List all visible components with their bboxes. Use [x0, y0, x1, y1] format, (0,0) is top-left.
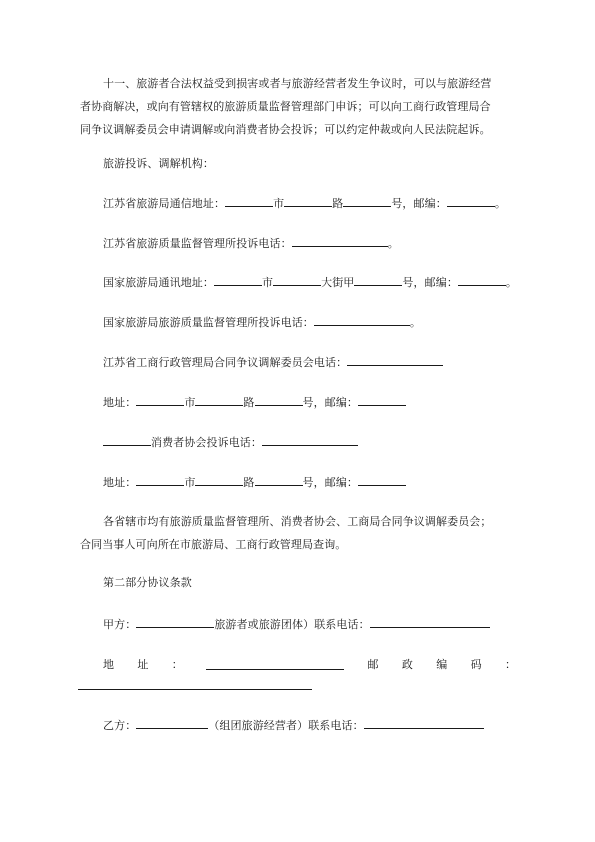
road-blank[interactable] — [195, 476, 243, 486]
phone-blank[interactable] — [292, 237, 388, 247]
paragraph-11-line-1: 十一、旅游者合法权益受到损害或者与旅游经营者发生争议时，可以与旅游经营 — [103, 77, 492, 90]
national-quality-phone-line — [103, 316, 421, 328]
postcode-char-4: 码 — [470, 658, 482, 671]
number-postcode-label: 号，邮编： — [302, 476, 359, 489]
address-label: 地址： — [103, 476, 137, 489]
address-blank[interactable] — [206, 660, 344, 670]
end-mark: 。 — [387, 237, 399, 250]
address-postcode-row — [103, 658, 516, 670]
paragraph-11-line-2: 者协商解决，或向有管辖权的旅游质量监督管理部门申诉；可以向工商行政管理局合 — [80, 100, 491, 113]
address-char-2: 址 — [137, 658, 149, 671]
number-postcode-label: 号，邮编： — [402, 276, 458, 289]
city-label: 市 — [184, 476, 196, 489]
postcode-colon: ： — [505, 658, 516, 671]
postcode-char-2: 政 — [401, 658, 413, 671]
national-quality-phone-label: 国家旅游局旅游质量监督管理所投诉电话： — [103, 316, 314, 329]
street-label: 大街甲 — [321, 276, 355, 289]
city-label: 市 — [184, 396, 196, 409]
address-char-1: 地 — [103, 658, 114, 671]
party-b-label: 乙方： — [103, 719, 137, 732]
postcode-blank[interactable] — [358, 476, 406, 486]
consumer-association-line — [103, 436, 358, 448]
part-2-heading: 第二部分协议条款 — [103, 576, 192, 589]
end-mark: 。 — [494, 197, 506, 210]
city-blank[interactable] — [214, 276, 262, 286]
address-colon: ： — [171, 658, 183, 671]
phone-blank[interactable] — [314, 316, 410, 326]
jiangsu-quality-phone-label: 江苏省旅游质量监督管理所投诉电话： — [103, 237, 292, 250]
consumer-address-line — [103, 476, 406, 488]
city-label: 市 — [273, 197, 285, 210]
party-a-line — [103, 618, 490, 630]
jiangsu-icb-phone-label: 江苏省工商行政管理局合同争议调解委员会电话： — [103, 356, 348, 369]
postcode-line-continuation — [78, 680, 312, 692]
party-b-name-blank[interactable] — [136, 719, 208, 729]
postcode-blank[interactable] — [358, 396, 406, 406]
postcode-blank[interactable] — [458, 276, 506, 286]
road-label: 路 — [332, 197, 344, 210]
party-b-line — [103, 719, 484, 731]
city-blank[interactable] — [136, 476, 184, 486]
road-blank[interactable] — [195, 396, 243, 406]
city-label: 市 — [262, 276, 274, 289]
consumer-association-label: 消费者协会投诉电话： — [151, 436, 262, 449]
number-postcode-label: 号，邮编： — [302, 396, 359, 409]
number-blank[interactable] — [255, 476, 303, 486]
party-a-phone-blank[interactable] — [370, 618, 490, 628]
street-blank[interactable] — [273, 276, 321, 286]
postcode-char-3: 编 — [436, 658, 448, 671]
party-a-name-blank[interactable] — [136, 618, 214, 628]
number-blank[interactable] — [354, 276, 402, 286]
city-blank[interactable] — [225, 197, 273, 207]
phone-blank[interactable] — [262, 436, 358, 446]
jiangsu-quality-phone-line — [103, 237, 399, 249]
note-line-1: 各省辖市均有旅游质量监督管理所、消费者协会、工商局合同争议调解委员会； — [103, 515, 492, 528]
address-label: 地址： — [103, 396, 137, 409]
city-blank[interactable] — [136, 396, 184, 406]
number-blank[interactable] — [255, 396, 303, 406]
paragraph-11-line-3: 同争议调解委员会申请调解或向消费者协会投诉；可以约定仲裁或向人民法院起诉。 — [80, 123, 491, 136]
end-mark: 。 — [409, 316, 422, 329]
city-name-blank[interactable] — [103, 436, 151, 446]
number-blank[interactable] — [343, 197, 391, 207]
road-label: 路 — [243, 396, 255, 409]
note-line-2: 合同当事人可向所在市旅游局、工商行政管理局查询。 — [80, 538, 347, 551]
jiangsu-icb-phone-line — [103, 356, 443, 368]
road-blank[interactable] — [284, 197, 332, 207]
jiangsu-tourism-address-label: 江苏省旅游局通信地址： — [103, 197, 226, 210]
phone-blank[interactable] — [347, 356, 443, 366]
agencies-heading: 旅游投诉、调解机构： — [103, 157, 214, 170]
icb-address-line — [103, 396, 406, 408]
end-mark: 。 — [505, 276, 518, 289]
number-postcode-label: 号，邮编： — [391, 197, 447, 210]
jiangsu-tourism-address-line — [103, 197, 506, 209]
party-b-type-label: （组团旅游经营者）联系电话： — [208, 719, 364, 732]
national-tourism-address-line — [103, 276, 517, 288]
road-label: 路 — [243, 476, 255, 489]
postcode-char-1: 邮 — [367, 658, 379, 671]
postcode-blank[interactable] — [78, 680, 312, 690]
postcode-blank[interactable] — [447, 197, 495, 207]
party-b-phone-blank[interactable] — [364, 719, 484, 729]
national-tourism-address-label: 国家旅游局通讯地址： — [103, 276, 214, 289]
party-a-type-label: 旅游者或旅游团体）联系电话： — [214, 618, 370, 631]
party-a-label: 甲方： — [103, 618, 137, 631]
